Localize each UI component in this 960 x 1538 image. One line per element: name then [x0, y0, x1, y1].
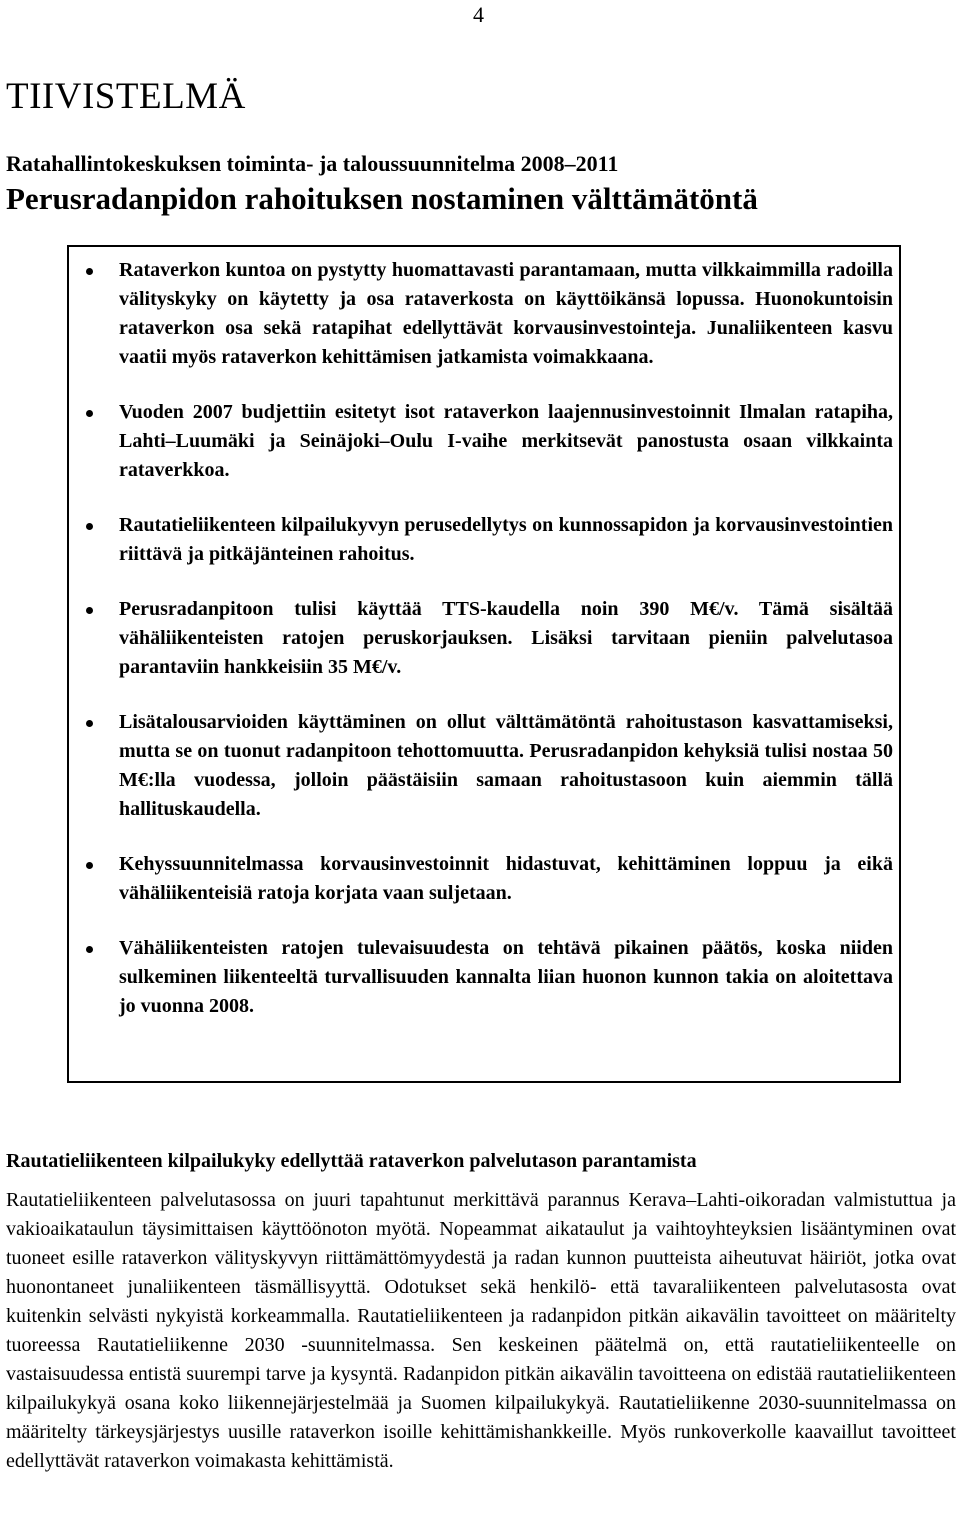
summary-box: [67, 245, 901, 1083]
summary-bullet-text: Vähäliikenteisten ratojen tulevaisuudesta on tehtävä pikainen päätös, koska niiden sulkeminen liikenteeltä turvallisuuden kannalta liian huonon kunnon takia on aloitettava jo vuonna 2008.: [119, 937, 893, 1017]
section-body-paragraph: Rautatieliikenteen palvelutasossa on juuri tapahtunut merkittävä parannus Kerava–Lahti-oikoradan valmistuttua ja vakioaikataulun täysimittaisen käyttöönoton myötä. Nopeammat aikataulut ja vaihtoyhteyksien lisääntyminen ovat tuoneet esille rataverkon välityskyvyn riittämättömyydestä ja radan kunnon puutteista aiheutuvat häiriöt, jotka ovat huonontaneet junaliikenteen täsmällisyyttä. Odotukset sekä henkilö- että tavaraliikenteen palvelutasosta ovat kuitenkin selvästi nykyistä korkeammalla. Rautatieliikenteen ja radanpidon pitkän aikavälin tavoitteet on määritelty tuoreessa Rautatieliikenne 2030 -suunnitelmassa. Sen keskeinen päätelmä on, että rautatieliikenteelle on vastaisuudessa entistä suurempi tarve ja kysyntä. Radanpidon pitkän aikavälin tavoitteena on edistää rautatieliikenteen kilpailukykyä osana koko liikennejärjestelmää ja Suomen kilpailukykyä. Rautatieliikenne 2030-suunnitelmassa on määritelty tärkeysjärjestys uusille rataverkon isoille kehittämishankkeille. Myös runkoverkolle kaavaillut tavoitteet edellyttävät rataverkon voimakasta kehittämistä.: [6, 1189, 956, 1472]
summary-bullet-list: [69, 256, 899, 1047]
summary-bullet-text: Perusradanpitoon tulisi käyttää TTS-kaudella noin 390 M€/v. Tämä sisältää vähäliikenteisten ratojen peruskorjauksen. Lisäksi tarvitaan pieniin palvelutasoa parantaviin hankkeisiin 35 M€/v.: [119, 598, 893, 678]
summary-bullet-text: Vuoden 2007 budjettiin esitetyt isot rataverkon laajennusinvestoinnit Ilmalan ratapiha, Lahti–Luumäki ja Seinäjoki–Oulu I-vaihe merkitsevät panostusta osaan vilkkainta rataverkkoa.: [119, 401, 893, 481]
bullet-icon: [86, 607, 93, 614]
summary-bullet-item: [69, 850, 899, 908]
page-number: 4: [473, 2, 484, 27]
summary-bullet-item: [69, 256, 899, 372]
summary-bullet-item: [69, 708, 899, 824]
bullet-icon: [86, 268, 93, 275]
summary-headline: Perusradanpidon rahoituksen nostaminen välttämätöntä: [6, 181, 758, 216]
bullet-icon: [86, 410, 93, 417]
summary-bullet-item: [69, 511, 899, 569]
section-heading: Rautatieliikenteen kilpailukyky edellyttää rataverkon palvelutason parantamista: [6, 1150, 697, 1172]
summary-bullet-text: Kehyssuunnitelmassa korvausinvestoinnit hidastuvat, kehittäminen loppuu ja eikä vähäliikenteisiä ratoja korjata vaan suljetaan.: [119, 853, 893, 904]
summary-bullet-item: [69, 398, 899, 485]
summary-bullet-text: Lisätalousarvioiden käyttäminen on ollut välttämätöntä rahoitustason kasvattamiseksi, mutta se on tuonut radanpitoon tehottomuutta. Perusradanpidon kehyksiä tulisi nostaa 50 M€:lla vuodessa, jolloin päästäisiin samaan rahoitustasoon kuin aiemmin tällä hallituskaudella.: [119, 711, 893, 820]
bullet-icon: [86, 862, 93, 869]
summary-bullet-text: Rautatieliikenteen kilpailukyvyn perusedellytys on kunnossapidon ja korvausinvestointien riittävä ja pitkäjänteinen rahoitus.: [119, 514, 893, 565]
bullet-icon: [86, 523, 93, 530]
bullet-icon: [86, 946, 93, 953]
summary-bullet-text: Rataverkon kuntoa on pystytty huomattavasti parantamaan, mutta vilkkaimmilla radoilla välityskyky on käytetty ja osa rataverkosta on käyttöikänsä lopussa. Huonokuntoisin rataverkon osa sekä ratapihat edellyttävät korvausinvestointeja. Junaliikenteen kasvu vaatii myös rataverkon kehittämisen jatkamista voimakkaana.: [119, 259, 893, 368]
page-title: TIIVISTELMÄ: [6, 76, 246, 117]
summary-bullet-item: [69, 934, 899, 1021]
bullet-icon: [86, 720, 93, 727]
summary-bullet-item: [69, 595, 899, 682]
document-subtitle: Ratahallintokeskuksen toiminta- ja taloussuunnitelma 2008–2011: [6, 151, 619, 176]
